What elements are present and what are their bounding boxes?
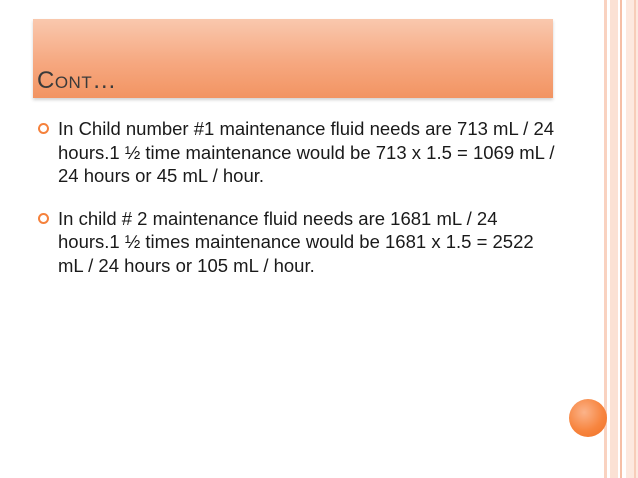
slide-title: Cont… bbox=[37, 67, 117, 94]
stripe bbox=[634, 0, 636, 478]
stripe bbox=[604, 0, 607, 478]
stripe bbox=[620, 0, 622, 478]
stripe bbox=[626, 0, 638, 478]
bullet-list bbox=[36, 117, 556, 296]
bullet-text: In child # 2 maintenance fluid needs are 1681 mL / 24 hours.1 ½ times maintenance would be 1681 x 1.5 = 2522 mL / 24 hours or 105 mL / hour. bbox=[58, 207, 534, 276]
bullet-text: In Child number #1 maintenance fluid needs are 713 mL / 24 hours.1 ½ time maintenance would be 713 x 1.5 = 1069 mL / 24 hours or 45 mL / hour. bbox=[58, 118, 555, 186]
decorative-circle bbox=[569, 399, 607, 437]
bullet-item bbox=[36, 207, 556, 278]
title-bar bbox=[33, 19, 553, 98]
stripe bbox=[610, 0, 618, 478]
bullet-item bbox=[36, 117, 556, 188]
bullet-marker-icon bbox=[38, 213, 49, 224]
bullet-marker-icon bbox=[38, 123, 49, 134]
decorative-stripes bbox=[604, 0, 638, 478]
